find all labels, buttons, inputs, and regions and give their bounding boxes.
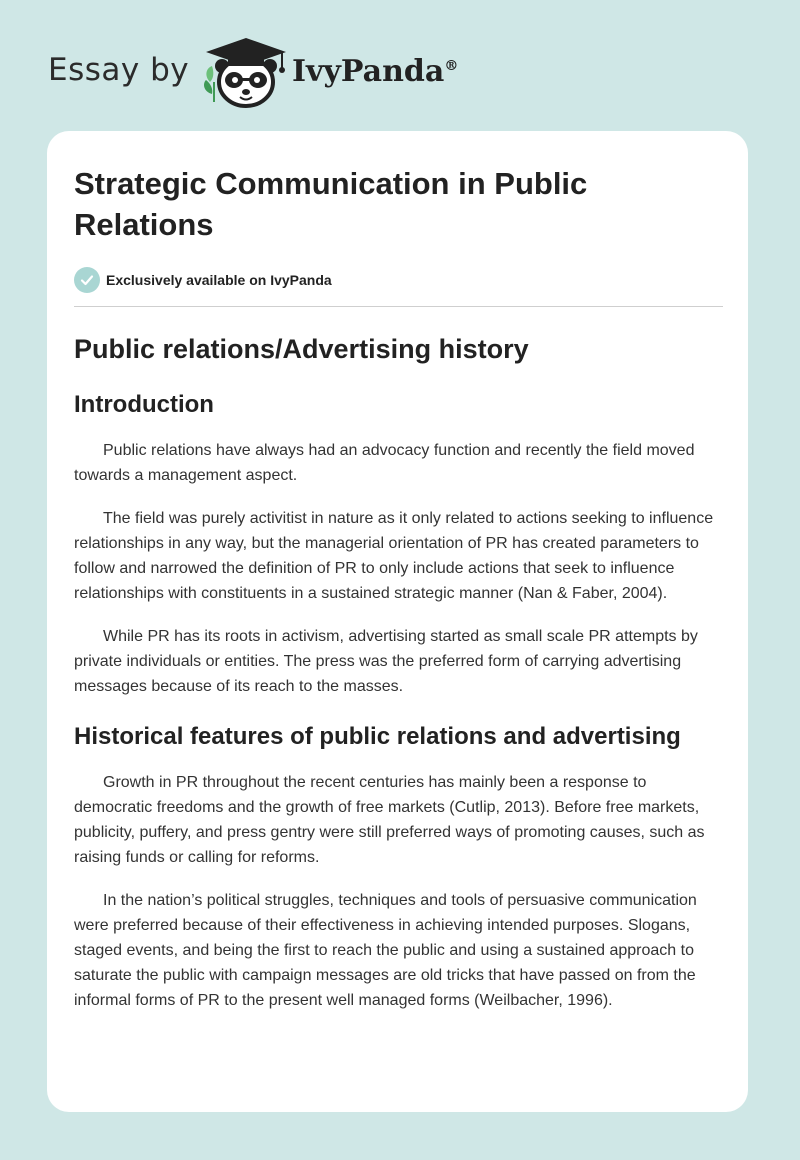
paragraph: The field was purely activitist in nature as it only related to actions seeking to influence relationships in any way, but the managerial orientation of PR has created parameters to follow and narrowed the definition of PR to only include actions that seek to influence relationships with constituents in a sustained strategic manner (Nan & Faber, 2004). [74,510,714,602]
essay-content [74,163,723,1013]
paragraph: While PR has its roots in activism, advertising started as small scale PR attempts by private individuals or entities. The press was the preferred form of carrying advertising messages because of its reach to the masses. [74,628,698,695]
badge-text: Exclusively available on IvyPanda [106,272,332,288]
divider [74,306,723,307]
check-icon [74,267,100,293]
registered-mark: ® [444,58,459,74]
exclusive-badge [74,266,723,294]
brand-name[interactable] [292,54,458,89]
paragraph: Public relations have always had an advocacy function and recently the field moved towards a management aspect. [74,442,695,484]
essay-title: Strategic Communication in Public Relations [74,166,588,242]
subheading-introduction: Introduction [74,391,214,418]
subheading-historical-features: Historical features of public relations and advertising [74,723,681,750]
paragraph: In the nation’s political struggles, techniques and tools of persuasive communication were preferred because of their effectiveness in achieving intended purposes. Slogans, staged events, and being the first to reach the public and using a sustained approach to saturate the public with campaign messages are old tricks that have passed on from the informal forms of PR to the present well managed forms (Weilbacher, 1996). [74,892,697,1009]
brand-text: IvyPanda [292,54,445,89]
site-header [48,36,488,108]
section-heading: Public relations/Advertising history [74,334,529,364]
essay-card [47,131,748,1112]
essay-by-label: Essay by [48,52,190,88]
paragraph: Growth in PR throughout the recent centuries has mainly been a response to democratic freedoms and the growth of free markets (Cutlip, 2013). Before free markets, publicity, puffery, and press gentry were still preferred ways of promoting causes, such as raising funds or calling for reforms. [74,774,705,866]
panda-graduate-icon[interactable] [200,36,292,108]
